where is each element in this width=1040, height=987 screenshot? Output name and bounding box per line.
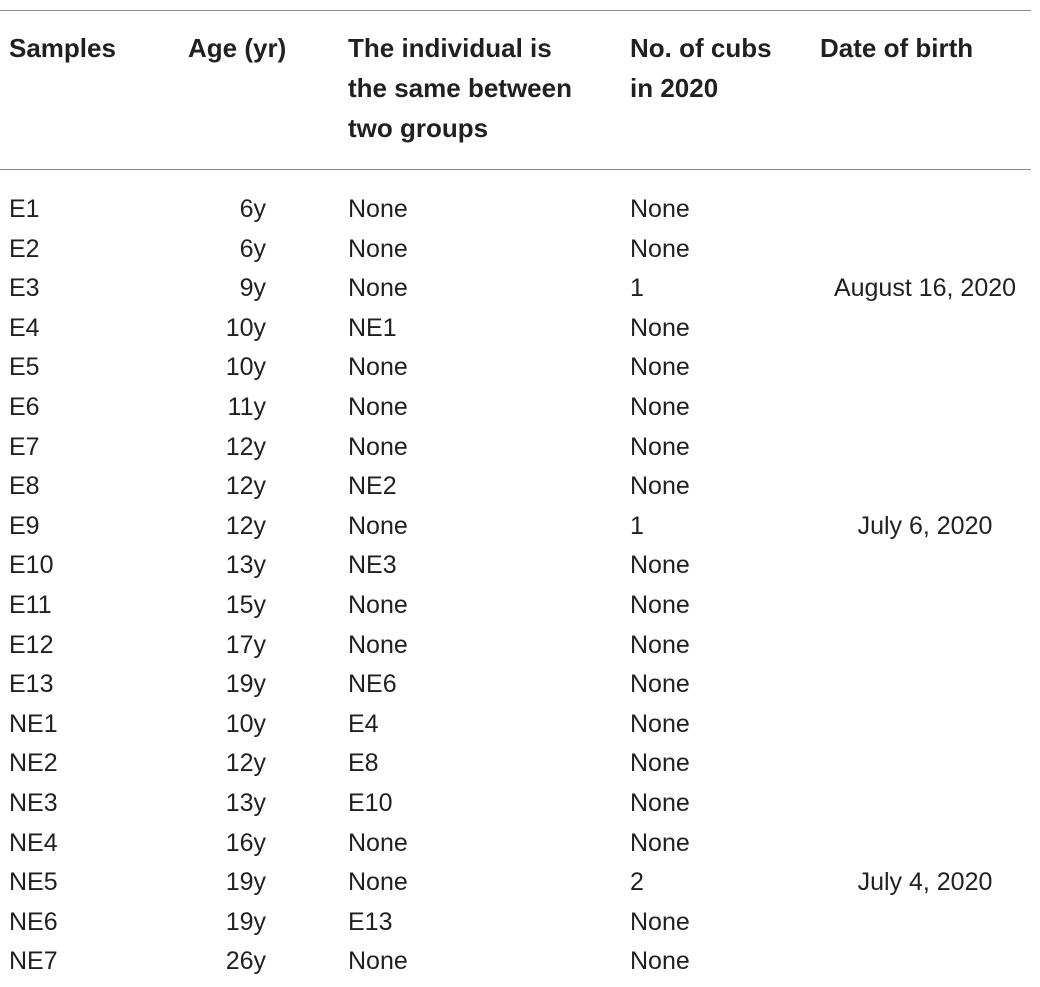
cell-same-individual: None [348,392,408,421]
table-row [0,269,1040,309]
table-row [0,705,1040,745]
cell-cubs: None [630,788,690,817]
cell-age: 16y [225,828,266,857]
cell-cubs: None [630,907,690,936]
cell-age: 10y [225,313,266,342]
top-rule [0,10,1031,11]
cell-cubs: None [630,749,690,778]
table-row [0,190,1040,230]
cell-same-individual: None [348,590,408,619]
cell-sample: E7 [9,432,40,461]
cell-age: 15y [225,590,266,619]
cell-age: 12y [225,749,266,778]
cell-age: 19y [225,868,266,897]
cell-same-individual: None [348,234,408,263]
cell-same-individual: None [348,274,408,303]
cell-sample: E9 [9,511,40,540]
cell-age: 12y [225,472,266,501]
cell-sample: E2 [9,234,40,263]
table-row [0,467,1040,507]
cell-cubs: None [630,472,690,501]
cell-same-individual: None [348,195,408,223]
table-row [0,903,1040,943]
cell-sample: E4 [9,313,40,342]
cell-cubs: 1 [630,274,644,303]
cell-cubs: None [630,551,690,580]
cell-cubs: None [630,432,690,461]
table-row [0,388,1040,428]
cell-age: 17y [225,630,266,659]
table-row [0,586,1040,626]
header-same-individual: The individual is the same between two groups [348,33,572,143]
cell-cubs: None [630,670,690,699]
cell-age: 12y [225,432,266,461]
cell-age: 9y [239,274,266,303]
header-samples: Samples [9,33,116,63]
table-row [0,784,1040,824]
cell-same-individual: E10 [348,788,393,817]
cell-age: 10y [225,353,266,382]
cell-sample: E8 [9,472,40,501]
cell-sample: E5 [9,353,40,382]
cell-same-individual: E13 [348,907,393,936]
cell-sample: NE4 [9,828,58,857]
cell-sample: NE5 [9,868,58,897]
cell-same-individual: None [348,630,408,659]
cell-date-of-birth: July 4, 2020 [857,868,993,897]
header-age: Age (yr) [188,33,287,63]
table-row [0,824,1040,864]
cell-cubs: None [630,234,690,263]
cell-age: 19y [225,907,266,936]
cell-same-individual: NE1 [348,313,397,342]
table-row [0,309,1040,349]
cell-sample: E12 [9,630,54,659]
cell-age: 26y [225,947,266,976]
table-row [0,863,1040,903]
table-row [0,507,1040,547]
cell-same-individual: E4 [348,709,379,738]
cell-sample: E11 [9,590,52,619]
cell-same-individual: NE2 [348,472,397,501]
cell-age: 6y [239,195,266,223]
table-row [0,744,1040,784]
cell-sample: E10 [9,551,54,580]
cell-cubs: None [630,392,690,421]
cell-age: 19y [225,670,266,699]
table-row [0,348,1040,388]
cell-age: 12y [225,511,266,540]
cell-cubs: None [630,630,690,659]
table-header-row [0,28,1040,158]
cell-cubs: None [630,313,690,342]
cell-age: 6y [239,234,266,263]
cell-same-individual: None [348,947,408,976]
cell-sample: NE3 [9,788,58,817]
cell-same-individual: None [348,828,408,857]
cell-same-individual: E8 [348,749,379,778]
table-row [0,626,1040,666]
cell-sample: E1 [9,195,40,223]
cell-date-of-birth: August 16, 2020 [833,274,1017,303]
cell-sample: E6 [9,392,40,421]
table-row [0,428,1040,468]
cell-sample: NE7 [9,947,58,976]
cell-sample: NE2 [9,749,58,778]
cell-same-individual: NE3 [348,551,397,580]
cell-sample: E13 [9,670,54,699]
cell-cubs: None [630,353,690,382]
cell-age: 13y [225,551,266,580]
cell-cubs: 1 [630,511,644,540]
cell-sample: NE1 [9,709,58,738]
header-date-of-birth: Date of birth [820,33,974,63]
cell-same-individual: NE6 [348,670,397,699]
cell-age: 13y [225,788,266,817]
cell-same-individual: None [348,511,408,540]
cell-cubs: None [630,590,690,619]
table-row [0,230,1040,270]
table-body [0,190,1040,982]
cell-sample: NE6 [9,907,58,936]
cell-same-individual: None [348,868,408,897]
cell-cubs: 2 [630,868,644,897]
cell-sample: E3 [9,274,40,303]
table-row [0,942,1040,982]
cell-age: 11y [227,392,266,421]
header-rule [0,169,1031,170]
cell-cubs: None [630,947,690,976]
table-row [0,665,1040,705]
cell-cubs: None [630,828,690,857]
cell-age: 10y [225,709,266,738]
cell-date-of-birth: July 6, 2020 [857,511,993,540]
cell-cubs: None [630,195,690,223]
header-cubs: No. of cubs in 2020 [630,33,772,103]
cell-cubs: None [630,709,690,738]
cell-same-individual: None [348,432,408,461]
cell-same-individual: None [348,353,408,382]
table-row [0,546,1040,586]
